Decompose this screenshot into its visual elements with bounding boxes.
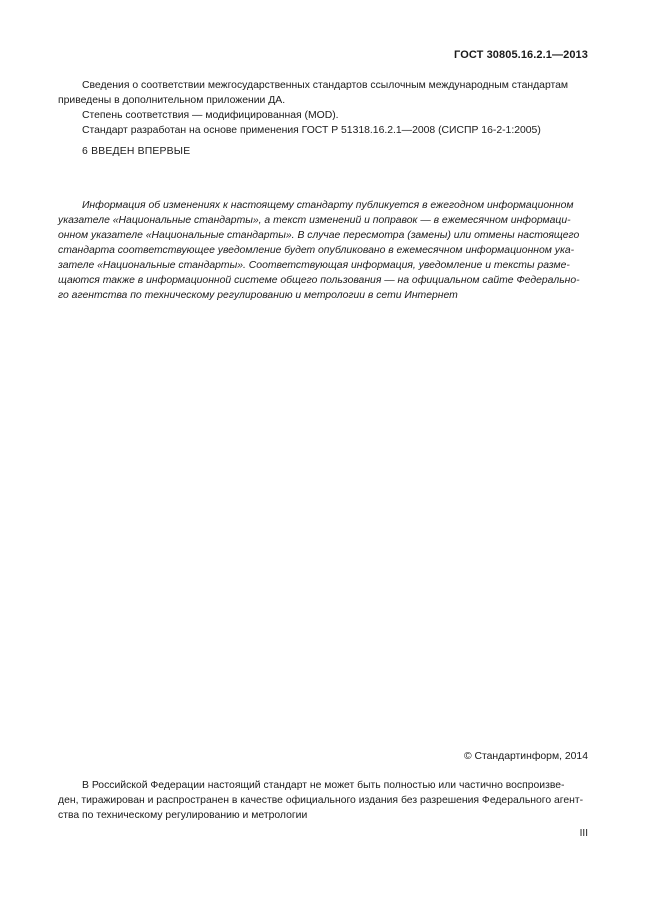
legal-line: ден, тиражирован и распространен в качестве официального издания без разрешения Федерального агент-	[58, 795, 584, 806]
notes-line: Стандарт разработан на основе применения ГОСТ Р 51318.16.2.1—2008 (СИСПР 16-2-1:2005)	[82, 125, 541, 136]
page-number: III	[579, 828, 588, 839]
legal-line: ства по техническому регулированию и метрологии	[58, 810, 308, 821]
notes-line: Сведения о соответствии межгосударственных стандартов ссылочным международным стандартам	[82, 80, 569, 91]
info-line: стандарта соответствующее уведомление будет опубликовано в ежемесячном информационном ука-	[58, 245, 575, 256]
info-line: го агентства по техническому регулированию и метрологии в сети Интернет	[58, 290, 458, 301]
compliance-notes	[58, 78, 588, 138]
reproduction-restriction-paragraph	[58, 778, 588, 823]
notes-line: Степень соответствия — модифицированная (MOD).	[82, 110, 339, 121]
info-line: щаются также в информационной системе общего пользования — на официальном сайте Федерально-	[58, 275, 580, 286]
info-line: онном указателе «Национальные стандарты». В случае пересмотра (замены) или отмены настоящего	[58, 230, 580, 241]
standard-code-header: ГОСТ 30805.16.2.1—2013	[454, 49, 588, 61]
info-line: зателе «Национальные стандарты». Соответствующая информация, уведомление и тексты разме-	[58, 260, 570, 271]
amendments-info-paragraph	[58, 198, 588, 303]
copyright-notice: © Стандартинформ, 2014	[463, 751, 588, 762]
notes-line: приведены в дополнительном приложении ДА.	[58, 95, 286, 106]
section-6-introduced: 6 ВВЕДЕН ВПЕРВЫЕ	[82, 146, 191, 157]
info-line: указателе «Национальные стандарты», а текст изменений и поправок — в ежемесячном информаци-	[58, 215, 571, 226]
legal-line: В Российской Федерации настоящий стандарт не может быть полностью или частично воспроизве-	[82, 780, 565, 791]
info-line: Информация об изменениях к настоящему стандарту публикуется в ежегодном информационном	[82, 200, 574, 211]
